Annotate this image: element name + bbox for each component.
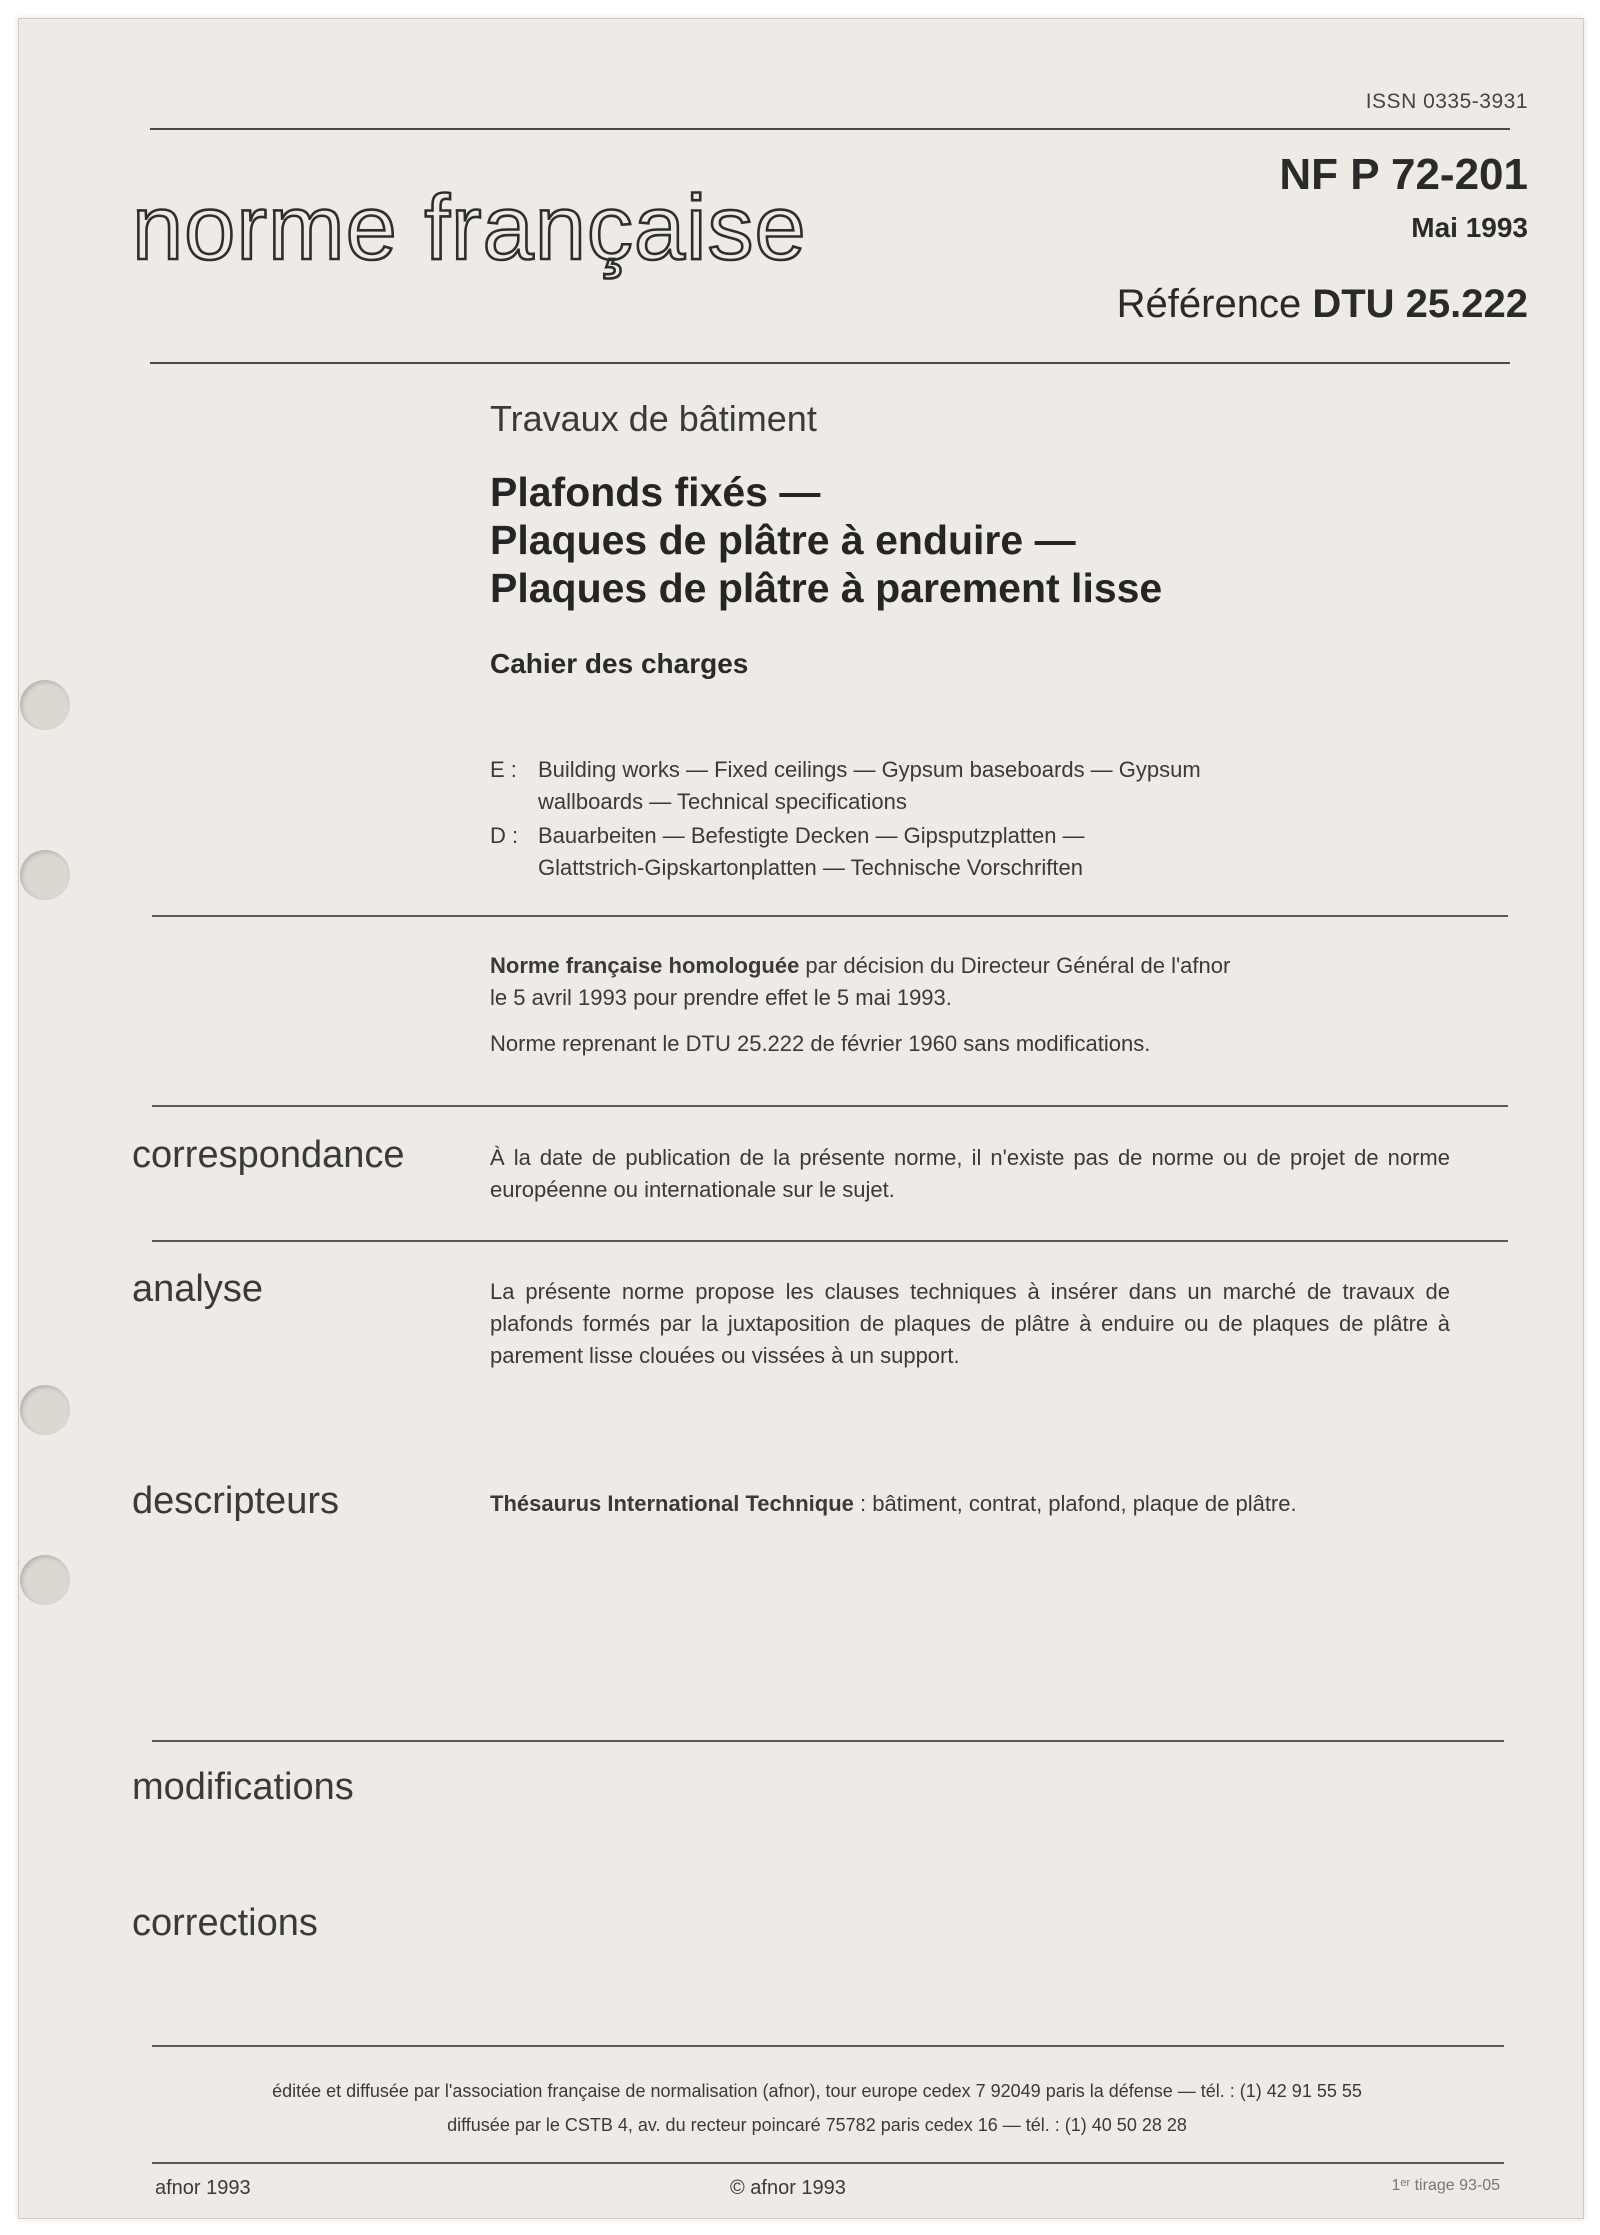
homologation-note bbox=[490, 950, 1450, 1060]
homologation-text: le 5 avril 1993 pour prendre effet le 5 mai 1993. bbox=[490, 985, 952, 1010]
brand-title: norme française bbox=[132, 177, 807, 279]
binder-hole bbox=[20, 1385, 70, 1435]
binder-hole bbox=[20, 850, 70, 900]
german-translation bbox=[490, 820, 1430, 884]
thesaurus-name: Thésaurus International Technique bbox=[490, 1491, 854, 1516]
analyse-text: La présente norme propose les clauses techniques à insérer dans un marché de travaux de plafonds formés par la juxtaposition de plaques de plâtre à enduire ou de plaques de plâtre à parement lisse clouées ou vissées à un support. bbox=[490, 1279, 1450, 1368]
footer-print-run: 1ᵉʳ tirage 93-05 bbox=[1391, 2177, 1500, 2194]
footer-copyright: © afnor 1993 bbox=[730, 2177, 846, 2199]
translation-text: wallboards — Technical specifications bbox=[538, 789, 907, 814]
publisher-footer bbox=[132, 2074, 1502, 2142]
reference-line bbox=[1117, 282, 1528, 327]
corrections-label: corrections bbox=[132, 1902, 318, 1944]
document-subtitle: Cahier des charges bbox=[490, 648, 749, 679]
section-rule bbox=[152, 915, 1508, 917]
reference-prefix: Référence bbox=[1116, 282, 1313, 326]
homologation-text: Norme reprenant le DTU 25.222 de février 1960 sans modifications. bbox=[490, 1031, 1151, 1056]
document-title bbox=[490, 468, 1162, 612]
sector-heading: Travaux de bâtiment bbox=[490, 398, 817, 439]
issn-number: ISSN 0335-3931 bbox=[1365, 90, 1528, 113]
translation-text: Building works — Fixed ceilings — Gypsum baseboards — Gypsum bbox=[538, 757, 1201, 782]
distributor-line: diffusée par le CSTB 4, av. du recteur poincaré 75782 paris cedex 16 — tél. : (1) 40 50 28 28 bbox=[447, 2115, 1187, 2135]
analyse-label: analyse bbox=[132, 1268, 263, 1310]
publication-date: Mai 1993 bbox=[1411, 212, 1528, 243]
correspondance-label: correspondance bbox=[132, 1134, 405, 1176]
section-rule bbox=[152, 1105, 1508, 1107]
header-bottom-rule bbox=[150, 362, 1510, 364]
binder-hole bbox=[20, 680, 70, 730]
lang-key-en: E : bbox=[490, 757, 517, 782]
homologation-bold: Norme française homologuée bbox=[490, 953, 800, 978]
section-rule bbox=[152, 1240, 1508, 1242]
binder-hole bbox=[20, 1555, 70, 1605]
lang-key-de: D : bbox=[490, 823, 519, 848]
translation-text: Bauarbeiten — Befestigte Decken — Gipsputzplatten — bbox=[538, 823, 1085, 848]
bottom-rule bbox=[152, 2162, 1504, 2164]
correspondance-text: À la date de publication de la présente norme, il n'existe pas de norme ou de projet de norme européenne ou internationale sur le sujet. bbox=[490, 1145, 1450, 1202]
english-translation bbox=[490, 754, 1430, 818]
descripteurs-label: descripteurs bbox=[132, 1480, 339, 1522]
translation-text: Glattstrich-Gipskartonplatten — Technische Vorschriften bbox=[538, 855, 1083, 880]
title-line: Plafonds fixés — bbox=[490, 469, 821, 515]
section-rule bbox=[152, 1740, 1504, 1742]
title-line: Plaques de plâtre à parement lisse bbox=[490, 565, 1163, 611]
descripteurs-keywords: : bâtiment, contrat, plafond, plaque de plâtre. bbox=[853, 1491, 1297, 1516]
modifications-label: modifications bbox=[132, 1766, 354, 1808]
standard-code: NF P 72-201 bbox=[1279, 150, 1528, 199]
publisher-line: éditée et diffusée par l'association française de normalisation (afnor), tour europe cedex 7 92049 paris la défense — tél. : (1) 42 91 55 55 bbox=[272, 2081, 1362, 2101]
reference-code: DTU 25.222 bbox=[1312, 282, 1528, 326]
title-line: Plaques de plâtre à enduire — bbox=[490, 517, 1076, 563]
homologation-text: par décision du Directeur Général de l'afnor bbox=[799, 953, 1231, 978]
footer-left: afnor 1993 bbox=[155, 2177, 251, 2199]
footer-rule bbox=[152, 2045, 1504, 2047]
header-top-rule bbox=[150, 128, 1510, 130]
document-page bbox=[18, 18, 1584, 2219]
descripteurs-text bbox=[490, 1488, 1450, 1520]
